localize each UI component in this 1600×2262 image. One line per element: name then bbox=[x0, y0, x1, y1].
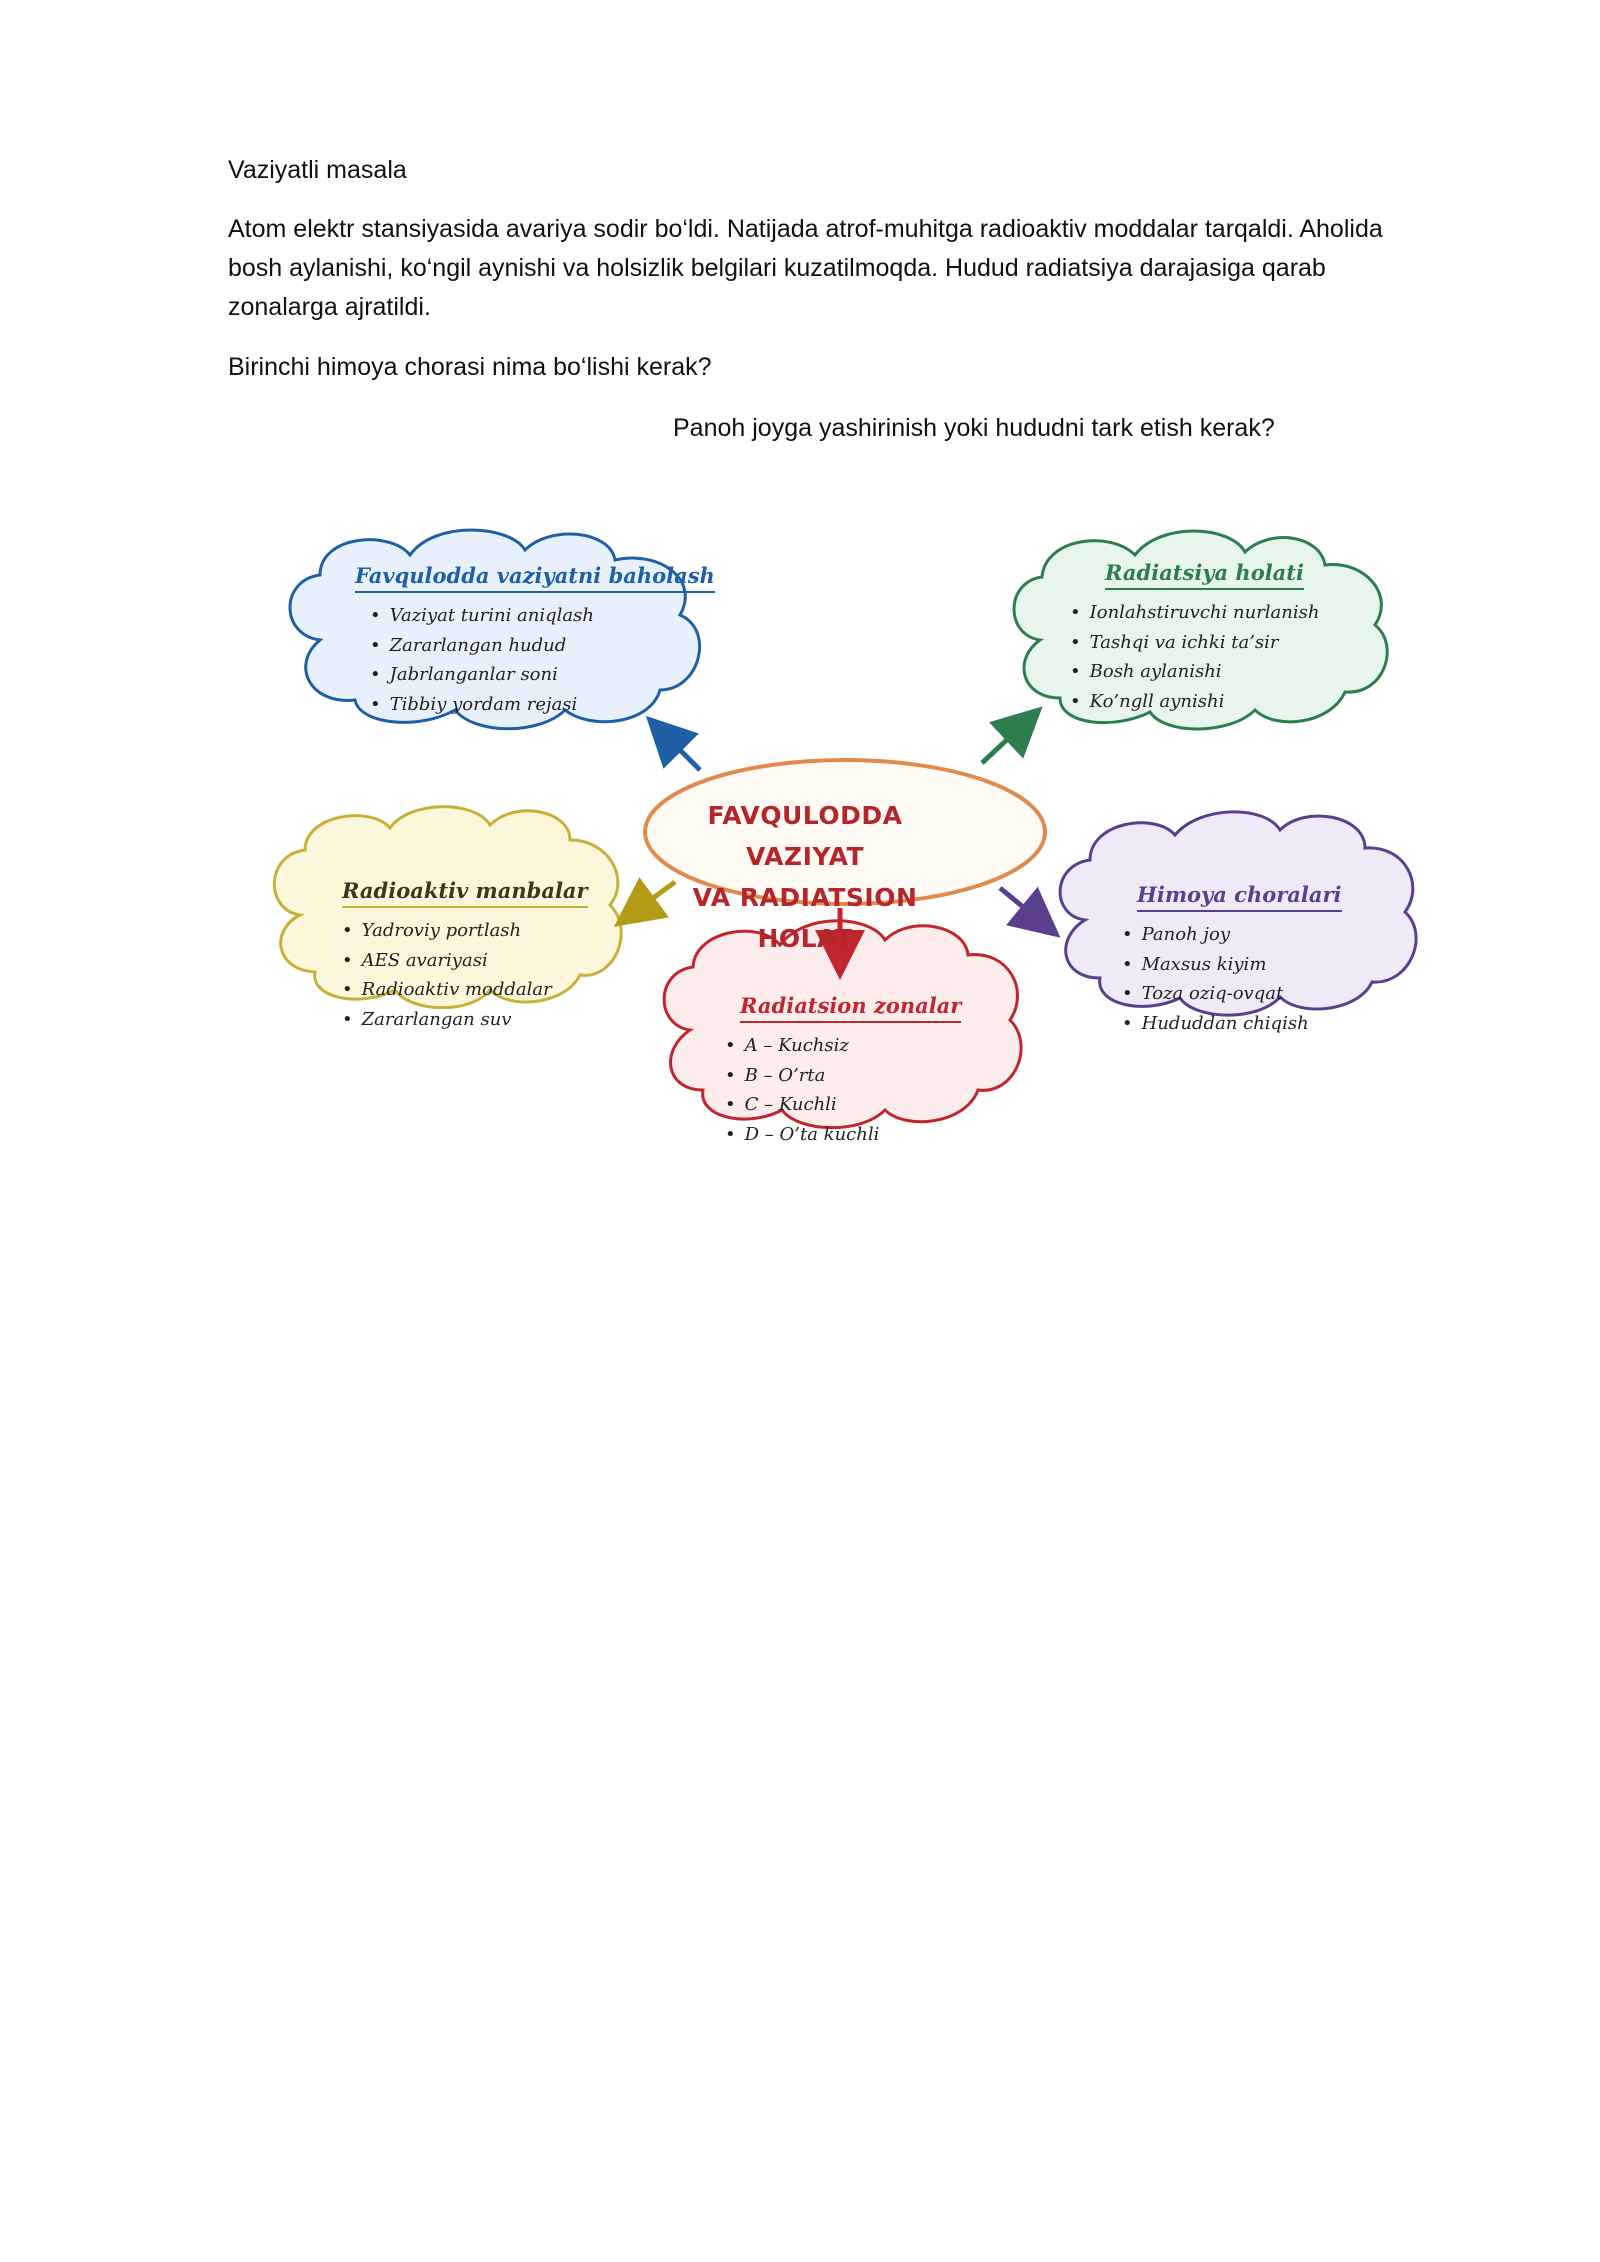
list-item: • AES avariyasi bbox=[342, 946, 588, 976]
list-item: • D – O’ta kuchli bbox=[725, 1120, 961, 1150]
node-radiation-state bbox=[1070, 560, 1319, 716]
node-radiation-state-list bbox=[1070, 598, 1319, 716]
list-item: • Vaziyat turini aniqlash bbox=[370, 601, 715, 631]
list-item: • B – O’rta bbox=[725, 1061, 961, 1091]
node-sources-title: Radioaktiv manbalar bbox=[342, 878, 588, 908]
center-title-line-2: VA RADIATSION HOLAT bbox=[692, 883, 918, 953]
arrow-to-protection bbox=[1000, 888, 1045, 925]
problem-text: Atom elektr stansiyasida avariya sodir bo‘ldi. Natijada atrof-muhitga radioaktiv moddalar tarqaldi. Aholida bosh aylanishi, ko‘ngil aynishi va holsizlik belgilari kuzatilmoqda. Hudud radiatsiya darajasiga qarab zonalarga ajratildi. bbox=[228, 215, 1383, 321]
list-item: • Toza oziq-ovqat bbox=[1122, 979, 1342, 1009]
node-sources bbox=[342, 878, 588, 1034]
list-item: • Maxsus kiyim bbox=[1122, 950, 1342, 980]
list-item: • Hududdan chiqish bbox=[1122, 1009, 1342, 1039]
list-item: • Radioaktiv moddalar bbox=[342, 975, 588, 1005]
node-radiation-state-title: Radiatsiya holati bbox=[1105, 560, 1304, 590]
node-zones-list bbox=[725, 1031, 961, 1149]
list-item: • Ionlahstiruvchi nurlanish bbox=[1070, 598, 1319, 628]
list-item: • A – Kuchsiz bbox=[725, 1031, 961, 1061]
list-item: • Ko’ngll aynishi bbox=[1070, 687, 1319, 717]
node-protection-list bbox=[1122, 920, 1342, 1038]
node-protection-title: Himoya choralari bbox=[1137, 882, 1342, 912]
node-assessment-title: Favqulodda vaziyatni baholash bbox=[355, 563, 715, 593]
mind-map-center-title bbox=[655, 795, 955, 959]
list-item: • Zararlangan suv bbox=[342, 1005, 588, 1035]
list-item: • C – Kuchli bbox=[725, 1090, 961, 1120]
node-protection bbox=[1122, 882, 1342, 1038]
arrow-to-radiation-state bbox=[982, 720, 1028, 763]
node-assessment bbox=[355, 563, 715, 719]
question-text: Birinchi himoya chorasi nima bo‘lishi kerak? bbox=[228, 353, 712, 381]
node-zones-title: Radiatsion zonalar bbox=[740, 993, 961, 1023]
list-item: • Jabrlanganlar soni bbox=[370, 660, 715, 690]
node-zones bbox=[725, 993, 961, 1149]
list-item: • Yadroviy portlash bbox=[342, 916, 588, 946]
center-title-line-1: FAVQULODDA VAZIYAT bbox=[707, 801, 903, 871]
list-item: • Zararlangan hudud bbox=[370, 631, 715, 661]
list-item: • Bosh aylanishi bbox=[1070, 657, 1319, 687]
answer-text: Panoh joyga yashirinish yoki hududni tark etish kerak? bbox=[673, 414, 1275, 442]
list-item: • Tashqi va ichki ta’sir bbox=[1070, 628, 1319, 658]
list-item: • Panoh joy bbox=[1122, 920, 1342, 950]
mind-map-figure bbox=[260, 520, 1430, 1210]
arrow-to-assessment bbox=[660, 730, 700, 770]
list-item: • Tibbiy yordam rejasi bbox=[370, 690, 715, 720]
node-assessment-list bbox=[370, 601, 715, 719]
section-title: Vaziyatli masala bbox=[228, 156, 407, 184]
node-sources-list bbox=[342, 916, 588, 1034]
